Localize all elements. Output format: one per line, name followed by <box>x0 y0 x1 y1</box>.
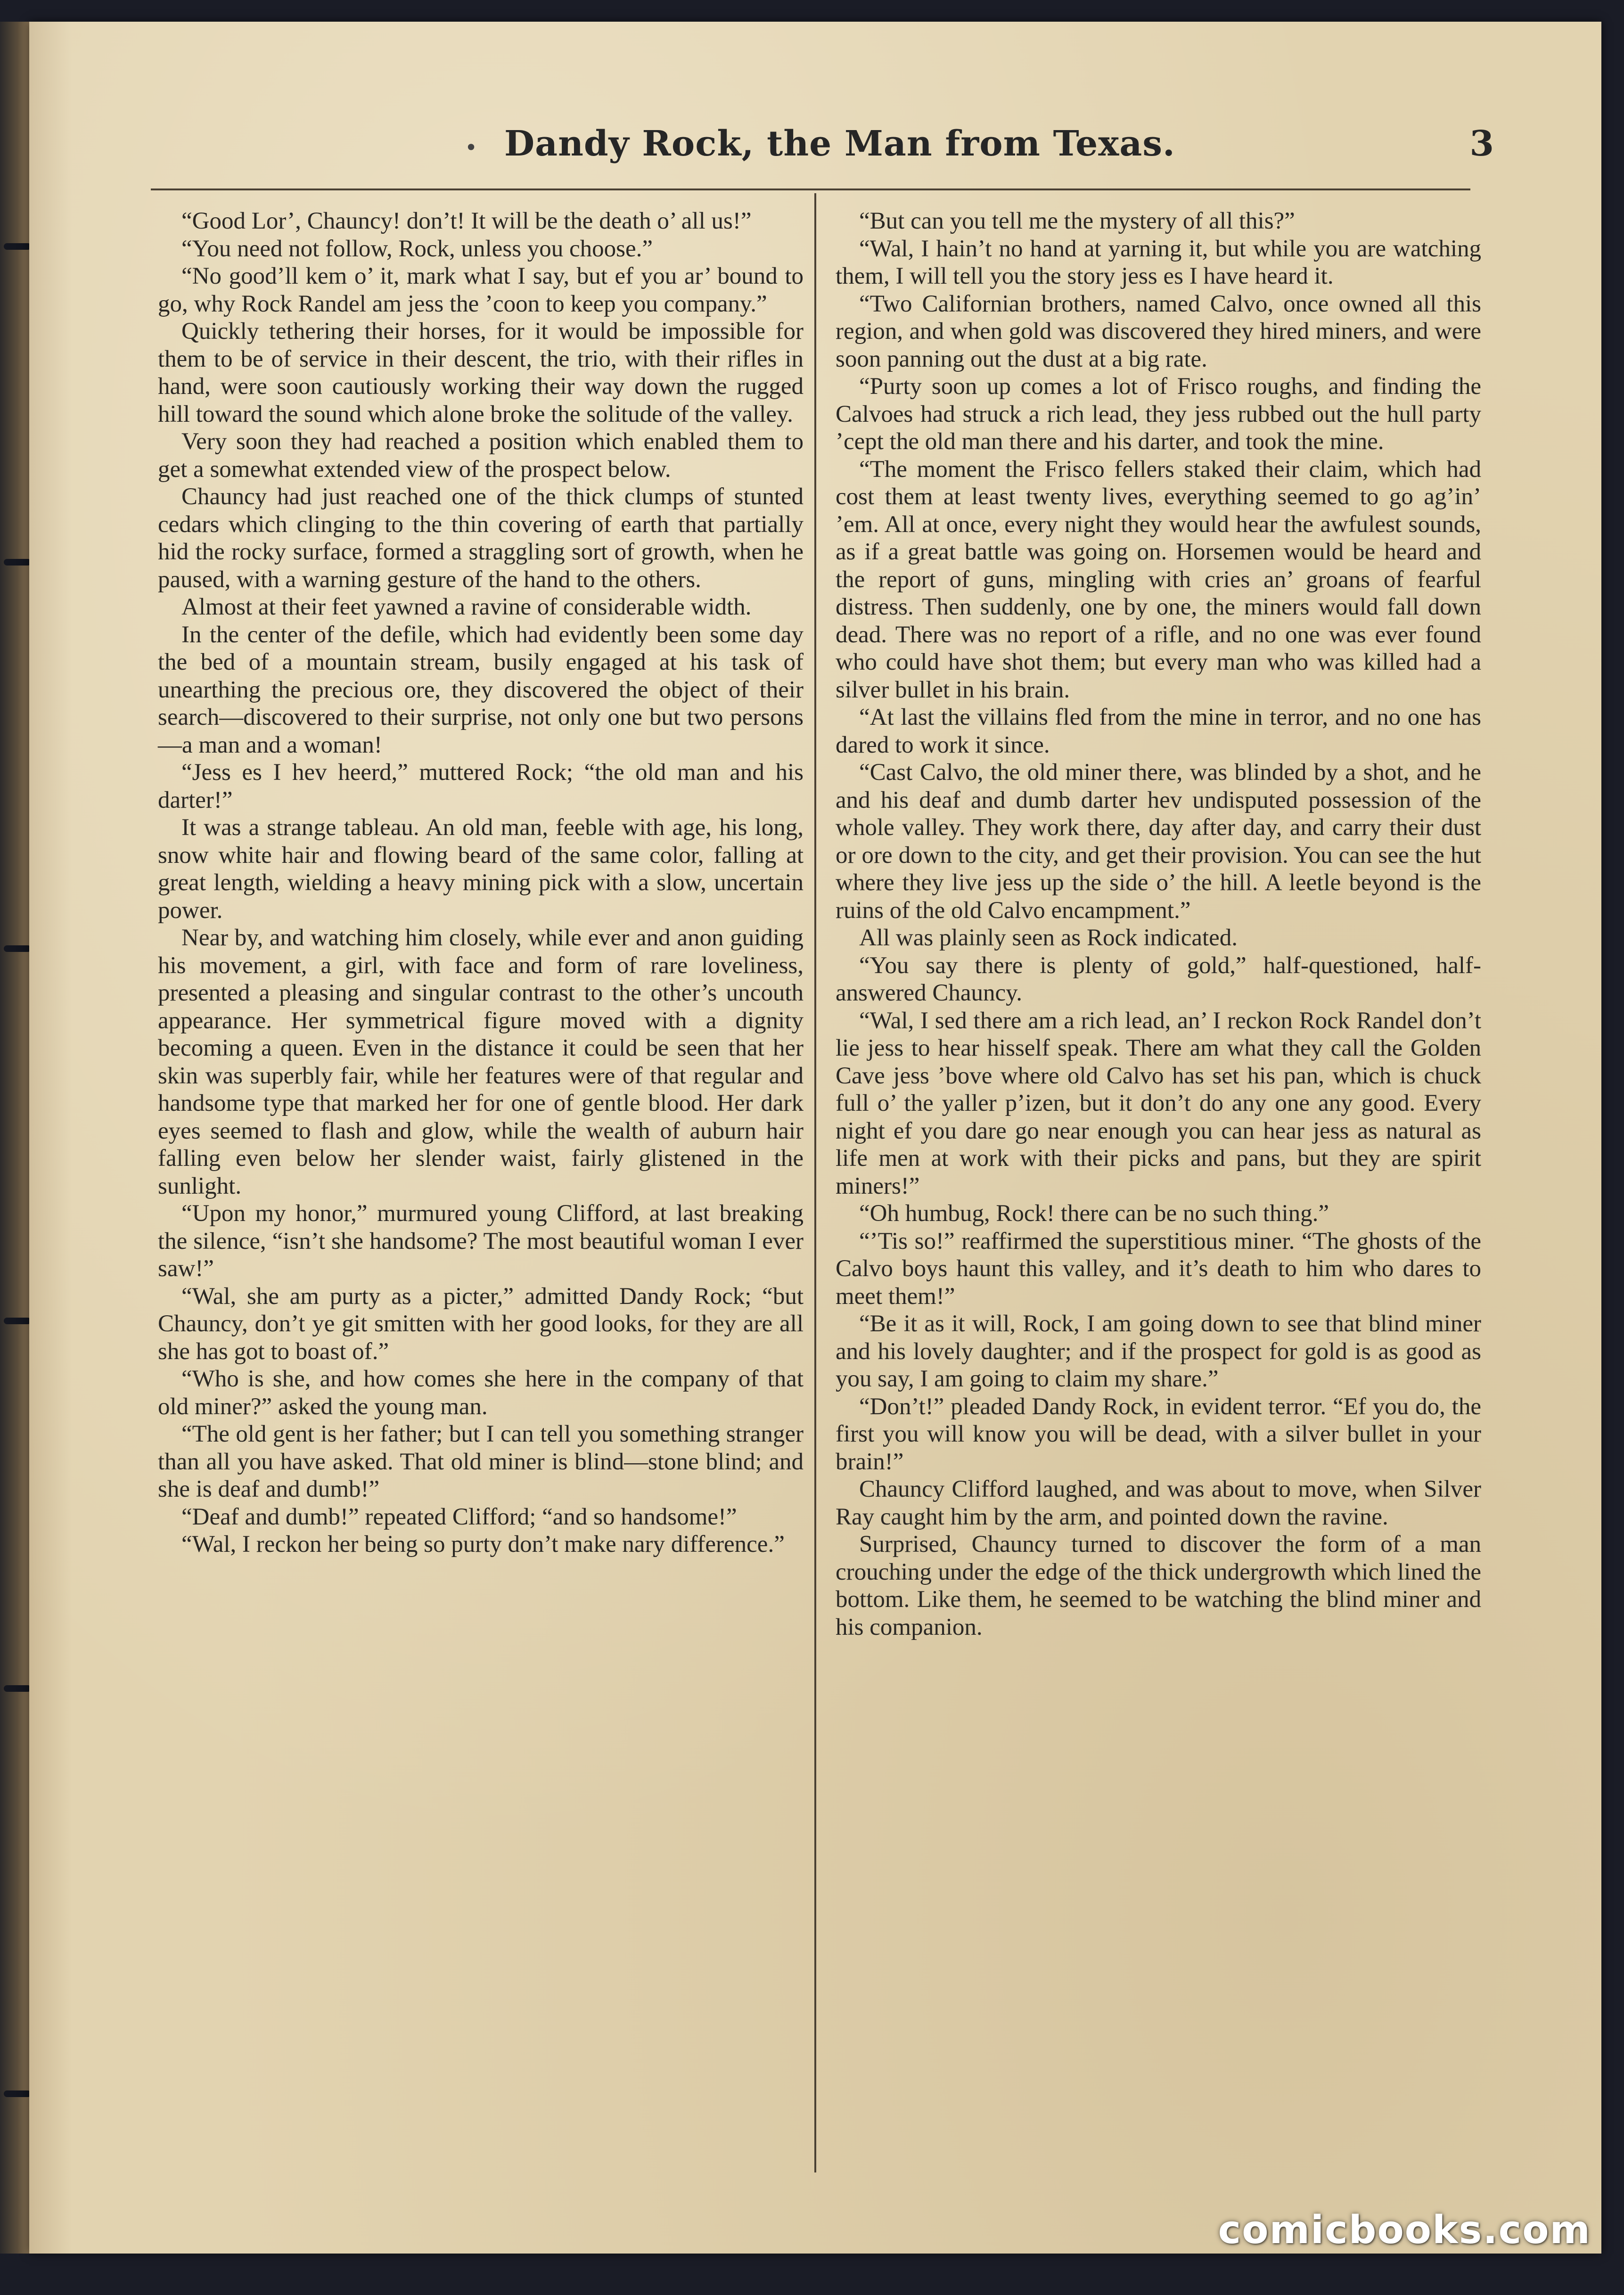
paragraph: “Upon my honor,” murmured young Clifford, at last breaking the silence, “isn’t she handsome? The most beautiful woman I ever saw!” <box>158 1200 804 1282</box>
site-watermark: comicbooks.com <box>1218 2208 1591 2253</box>
paragraph: “Wal, she am purty as a picter,” admitted Dandy Rock; “but Chauncy, don’t ye git smitten with her good looks, for they are all she has got to boast of.” <box>158 1283 804 1365</box>
stitch-mark <box>4 243 31 250</box>
paragraph: All was plainly seen as Rock indicated. <box>859 925 1238 951</box>
running-title: Dandy Rock, the Man from Texas. <box>504 123 1175 164</box>
paragraph: “But can you tell me the mystery of all this?” <box>859 208 1295 234</box>
stitch-mark <box>4 1318 31 1324</box>
paragraph: “Two Californian brothers, named Calvo, once owned all this region, and when gold was discovered they hired miners, and were soon panning out the dust at a big rate. <box>836 290 1481 372</box>
paragraph: Chauncy Clifford laughed, and was about to move, when Silver Ray caught him by the arm, and pointed down the ravine. <box>836 1476 1481 1530</box>
paragraph: Near by, and watching him closely, while ever and anon guiding his movement, a girl, with face and form of rare loveliness, presented a pleasing and singular contrast to the other’s uncouth appearance. Her symmetrical figure moved with a dignity becoming a queen. Even in the distance it could be seen that her skin was superbly fair, while her features were of that regular and handsome type that marked her for one of gentle blood. Her dark eyes seemed to flash and glow, while the wealth of auburn hair falling even below her slender waist, fairly glistened in the sunlight. <box>158 925 804 1199</box>
paragraph: “Don’t!” pleaded Dandy Rock, in evident terror. “Ef you do, the first you will know you will be dead, with a silver bullet in your brain!” <box>836 1393 1481 1475</box>
paragraph: Very soon they had reached a position which enabled them to get a somewhat extended view of the prospect below. <box>158 428 804 483</box>
stitch-mark <box>4 559 31 566</box>
left-column <box>158 207 804 1558</box>
paragraph: Chauncy had just reached one of the thick clumps of stunted cedars which clinging to the thin covering of earth that partially hid the rocky surface, formed a straggling sort of growth, when he paused, with a warning gesture of the hand to the others. <box>158 484 804 593</box>
paragraph: “’Tis so!” reaffirmed the superstitious miner. “The ghosts of the Calvo boys haunt this valley, and it’s death to him who dares to meet them!” <box>836 1228 1481 1310</box>
paragraph: “Deaf and dumb!” repeated Clifford; “and so handsome!” <box>181 1503 737 1530</box>
paragraph: “Cast Calvo, the old miner there, was blinded by a shot, and he and his deaf and dumb darter hev undisputed possession of the whole valley. They work there, day after day, and carry their dust or ore down to the city, and get their provision. You can see the hut where they live jess up the side o’ the hill. A leetle beyond is the ruins of the old Calvo encampment.” <box>836 759 1481 924</box>
header-rule <box>151 189 1470 190</box>
column-rule <box>814 193 816 2172</box>
paragraph: “Who is she, and how comes she here in the company of that old miner?” asked the young man. <box>158 1366 804 1420</box>
paragraph: “Purty soon up comes a lot of Frisco roughs, and finding the Calvoes had struck a rich lead, they jess rubbed out the hull party ’cept the old man there and his darter, and took the mine. <box>836 373 1481 455</box>
paragraph: In the center of the defile, which had evidently been some day the bed of a mountain stream, busily engaged at his task of unearthing the precious ore, they discovered the object of their search—discovered to their surprise, not only one but two persons—a man and a woman! <box>158 621 804 758</box>
paragraph: Surprised, Chauncy turned to discover the form of a man crouching under the edge of the thick undergrowth which lined the bottom. Like them, he seemed to be watching the blind miner and his companion. <box>836 1531 1481 1640</box>
page-number: 3 <box>1469 123 1494 164</box>
paragraph: “Be it as it will, Rock, I am going down to see that blind miner and his lovely daughter; and if the prospect for gold is as good as you say, I am going to claim my share.” <box>836 1311 1481 1392</box>
stitch-mark <box>4 1685 31 1692</box>
paragraph: “Good Lor’, Chauncy! don’t! It will be the death o’ all us!” <box>181 208 752 234</box>
binding-edge <box>0 22 29 2254</box>
paragraph: “No good’ll kem o’ it, mark what I say, but ef you ar’ bound to go, why Rock Randel am jess the ’coon to keep you company.” <box>158 263 804 317</box>
paragraph: “You need not follow, Rock, unless you choose.” <box>181 235 653 262</box>
paragraph: Almost at their feet yawned a ravine of considerable width. <box>181 594 752 620</box>
paragraph: “Wal, I hain’t no hand at yarning it, but while you are watching them, I will tell you the story jess es I have heard it. <box>836 235 1481 289</box>
stitch-mark <box>4 2090 31 2097</box>
paragraph: It was a strange tableau. An old man, feeble with age, his long, snow white hair and flowing beard of the same color, falling at great length, wielding a heavy mining pick with a slow, uncertain power. <box>158 814 804 924</box>
paragraph: Quickly tethering their horses, for it would be impossible for them to be of service in their descent, the trio, with their rifles in hand, were soon cautiously working their way down the rugged hill toward the sound which alone broke the solitude of the valley. <box>158 318 804 427</box>
header-ornament: • <box>465 135 478 160</box>
paragraph: “The moment the Frisco fellers staked their claim, which had cost them at least twenty lives, everything seemed to go ag’in’ ’em. All at once, every night they would hear the awfulest sounds, as if a great battle was going on. Horsemen would be heard and the report of guns, mingling with cries an’ groans of fearful distress. Then suddenly, one by one, the miners would fall down dead. There was no report of a rifle, and no one was ever found who could have shot them; but every man who was killed had a silver bullet in his brain. <box>836 456 1481 703</box>
right-column <box>836 207 1481 1641</box>
paragraph: “Wal, I sed there am a rich lead, an’ I reckon Rock Randel don’t lie jess to hear hisself speak. There am what they call the Golden Cave jess ’bove where old Calvo has set his pan, which is chuck full o’ the yaller p’izen, but it don’t do any one any good. Every night ef you dare go near enough you can hear jess as natural as life men at work with their picks and pans, but they are spirit miners!” <box>836 1007 1481 1199</box>
paragraph: “At last the villains fled from the mine in terror, and no one has dared to work it since. <box>836 704 1481 758</box>
paragraph: “The old gent is her father; but I can tell you something stranger than all you have asked. That old miner is blind—stone blind; and she is deaf and dumb!” <box>158 1421 804 1502</box>
paragraph: “Jess es I hev heerd,” muttered Rock; “the old man and his darter!” <box>158 759 804 813</box>
running-head <box>156 123 1494 180</box>
paragraph: “Wal, I reckon her being so purty don’t make nary difference.” <box>181 1531 785 1557</box>
paragraph: “You say there is plenty of gold,” half-questioned, half-answered Chauncy. <box>836 952 1481 1006</box>
paragraph: “Oh humbug, Rock! there can be no such thing.” <box>859 1200 1329 1227</box>
stitch-mark <box>4 945 31 952</box>
